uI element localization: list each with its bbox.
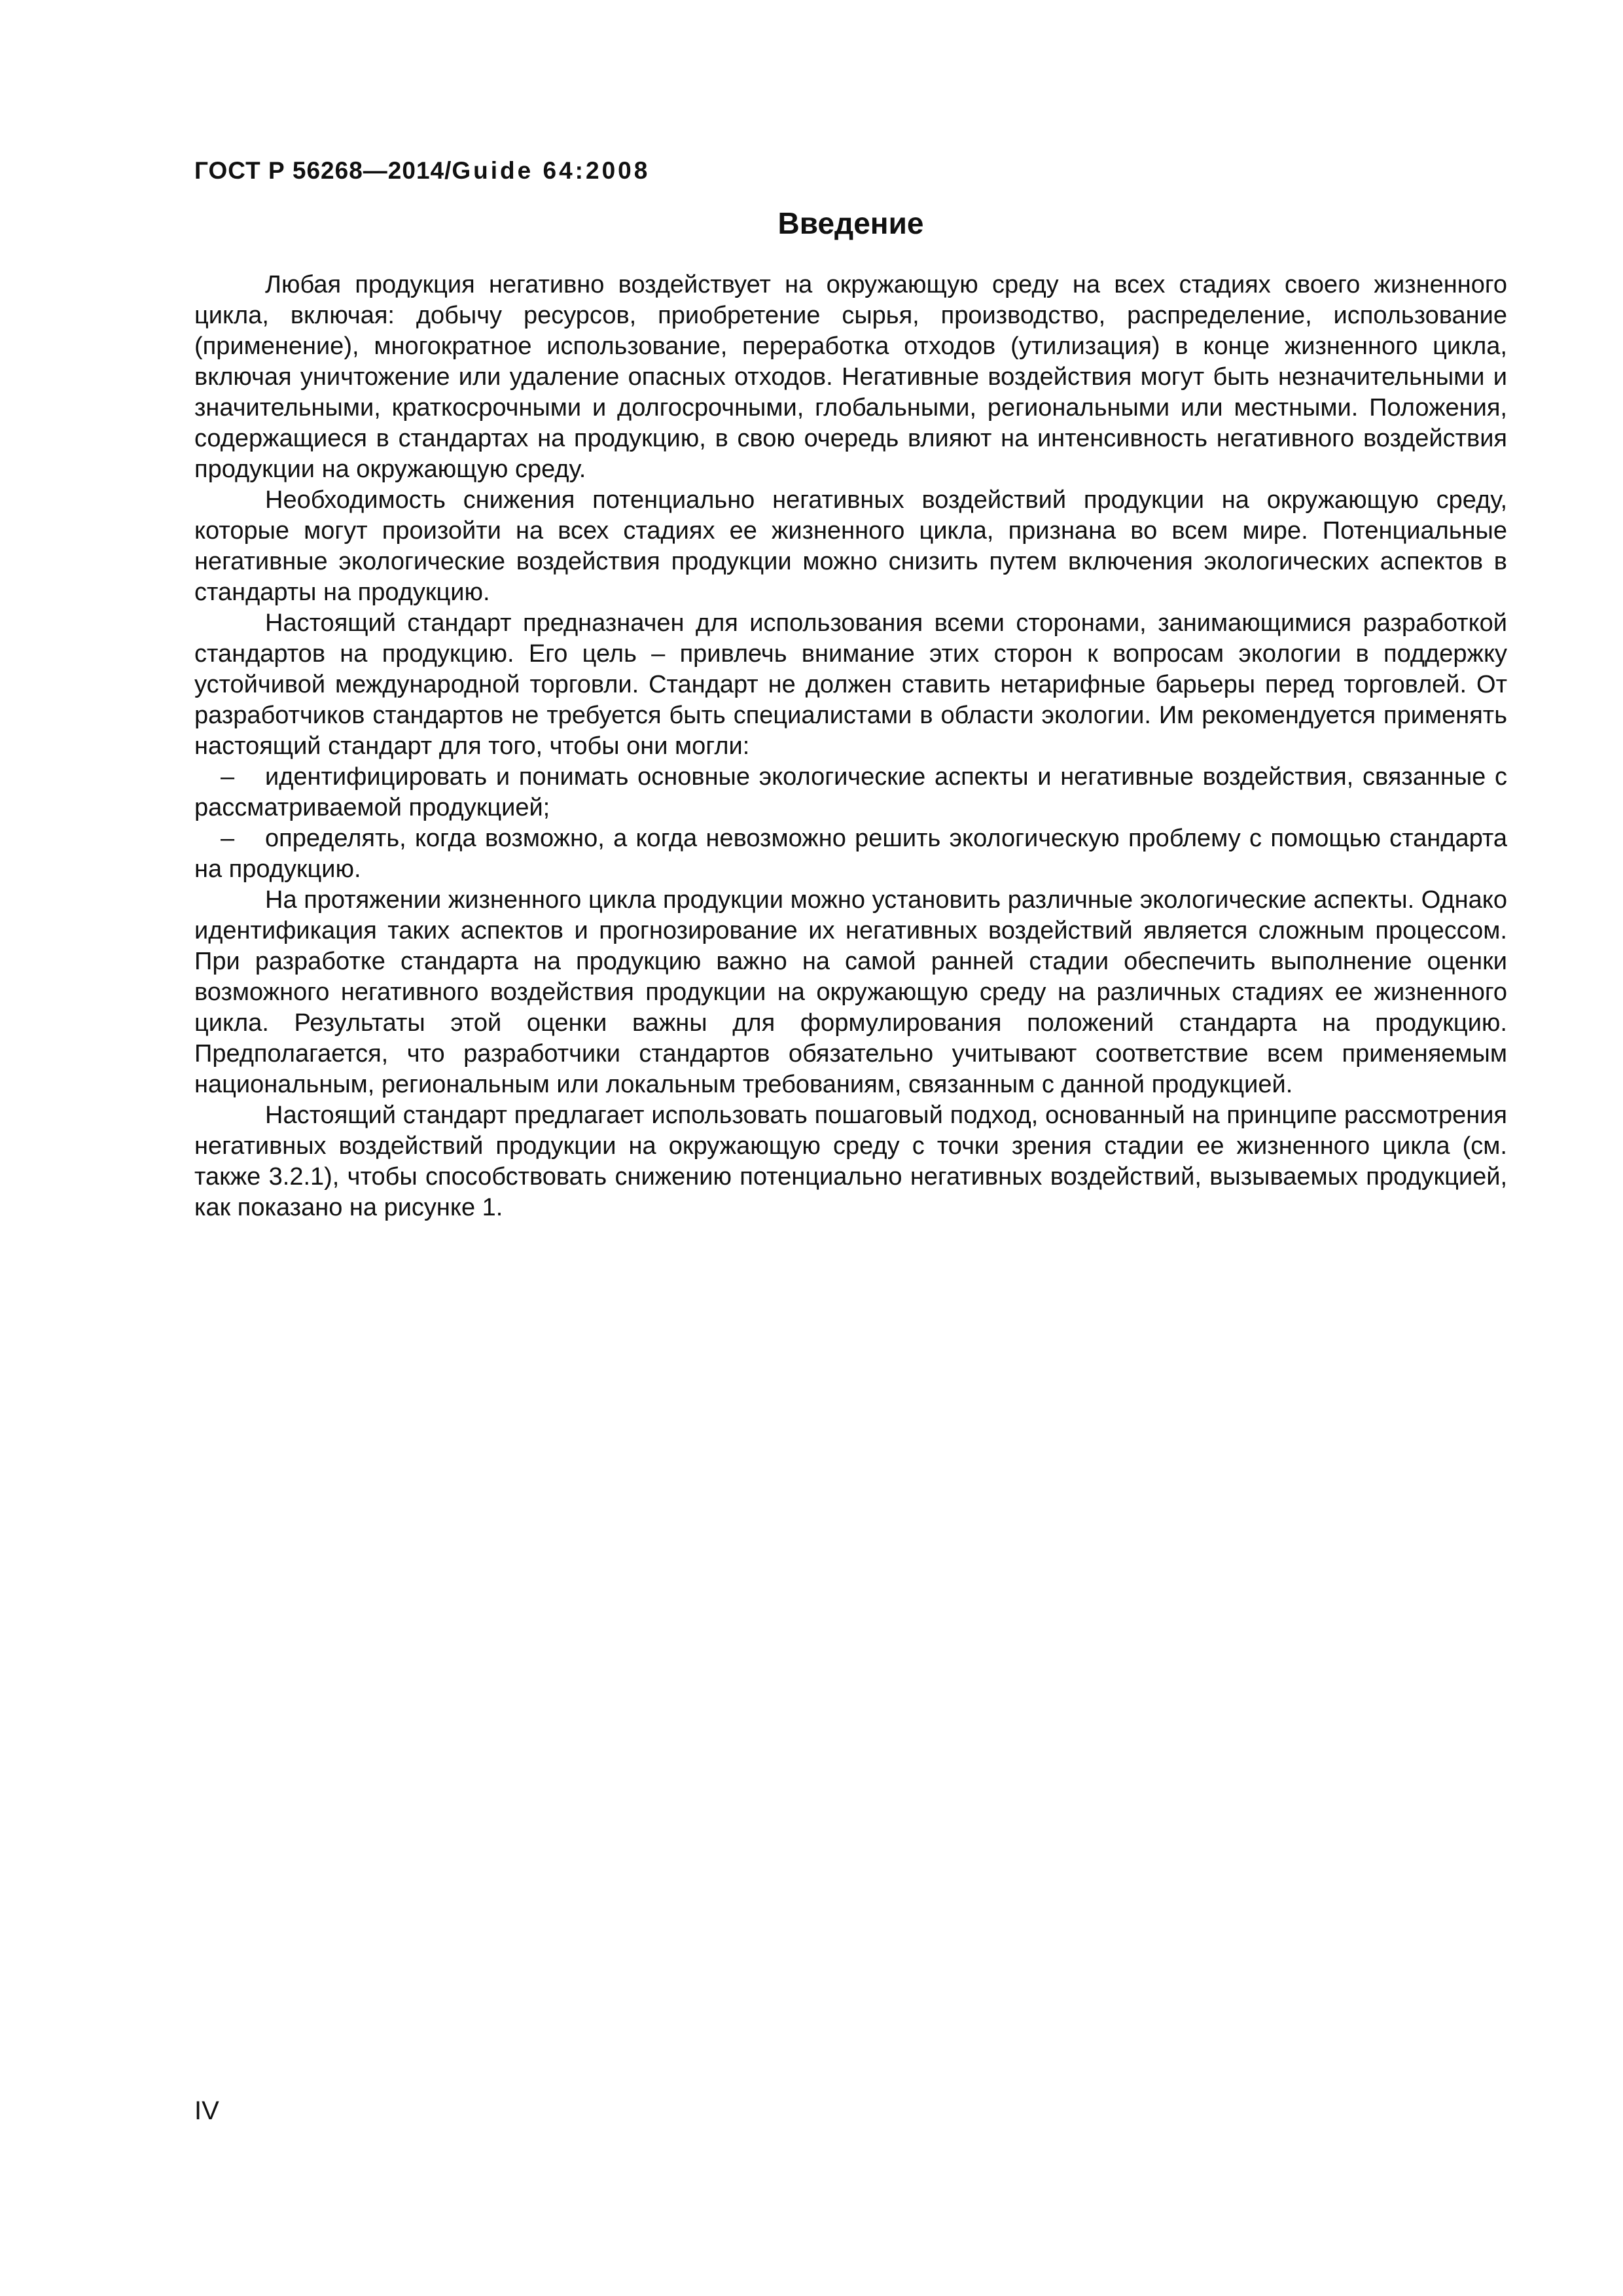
paragraph: Настоящий стандарт предлагает использовать пошаговый подход, основанный на принципе рассмотрения негативных воздействий продукции на окружающую среду с точки зрения стадии ее жизненного цикла (см. также 3.2.1), чтобы способствовать снижению потенциально негативных воздействий, вызываемых продукцией, как показано на рисунке 1.	[194, 1102, 1507, 1221]
list-item-text: определять, когда возможно, а когда невозможно решить экологическую проблему с помощью стандарта на продукцию.	[194, 825, 1507, 883]
list-item	[194, 823, 1507, 885]
list-item	[194, 762, 1507, 823]
section-title: Введение	[777, 206, 924, 240]
page-number: IV	[194, 2096, 219, 2125]
list-item-text: идентифицировать и понимать основные экологические аспекты и негативные воздействия, связанные с рассматриваемой продукцией;	[194, 763, 1507, 821]
paragraph: Любая продукция негативно воздействует на окружающую среду на всех стадиях своего жизненного цикла, включая: добычу ресурсов, приобретение сырья, производство, распределение, использование (применение), многократное использование, переработка отходов (утилизация) в конце жизненного цикла, включая уничтожение или удаление опасных отходов. Негативные воздействия могут быть незначительными и значительными, краткосрочными и долгосрочными, глобальными, региональными или местными. Положения, содержащиеся в стандартах на продукцию, в свою очередь влияют на интенсивность негативного воздействия продукции на окружающую среду.	[194, 271, 1507, 483]
body-text	[194, 270, 1507, 1223]
guide-code: Guide 64:2008	[452, 157, 651, 184]
paragraph: Настоящий стандарт предназначен для использования всеми сторонами, занимающимися разработкой стандартов на продукцию. Его цель – привлечь внимание этих сторон к вопросам экологии в поддержку устойчивой международной торговли. Стандарт не должен ставить нетарифные барьеры перед торговлей. От разработчиков стандартов не требуется быть специалистами в области экологии. Им рекомендуется применять настоящий стандарт для того, чтобы они могли:	[194, 609, 1507, 760]
list-dash: –	[221, 763, 235, 791]
document-header	[194, 154, 650, 187]
paragraph: На протяжении жизненного цикла продукции можно установить различные экологические аспекты. Однако идентификация таких аспектов и прогнозирование их негативных воздействий является сложным процессом. При разработке стандарта на продукцию важно на самой ранней стадии обеспечить выполнение оценки возможного негативного воздействия продукции на окружающую среду на различных стадиях ее жизненного цикла. Результаты этой оценки важны для формулирования положений стандарта на продукцию. Предполагается, что разработчики стандартов обязательно учитывают соответствие всем применяемым национальным, региональным или локальным требованиям, связанным с данной продукцией.	[194, 886, 1507, 1098]
standard-code: ГОСТ Р 56268—2014/	[194, 157, 452, 184]
paragraph: Необходимость снижения потенциально негативных воздействий продукции на окружающую среду, которые могут произойти на всех стадиях ее жизненного цикла, признана во всем мире. Потенциальные негативные экологические воздействия продукции можно снизить путем включения экологических аспектов в стандарты на продукцию.	[194, 486, 1507, 606]
list-dash: –	[221, 825, 235, 852]
